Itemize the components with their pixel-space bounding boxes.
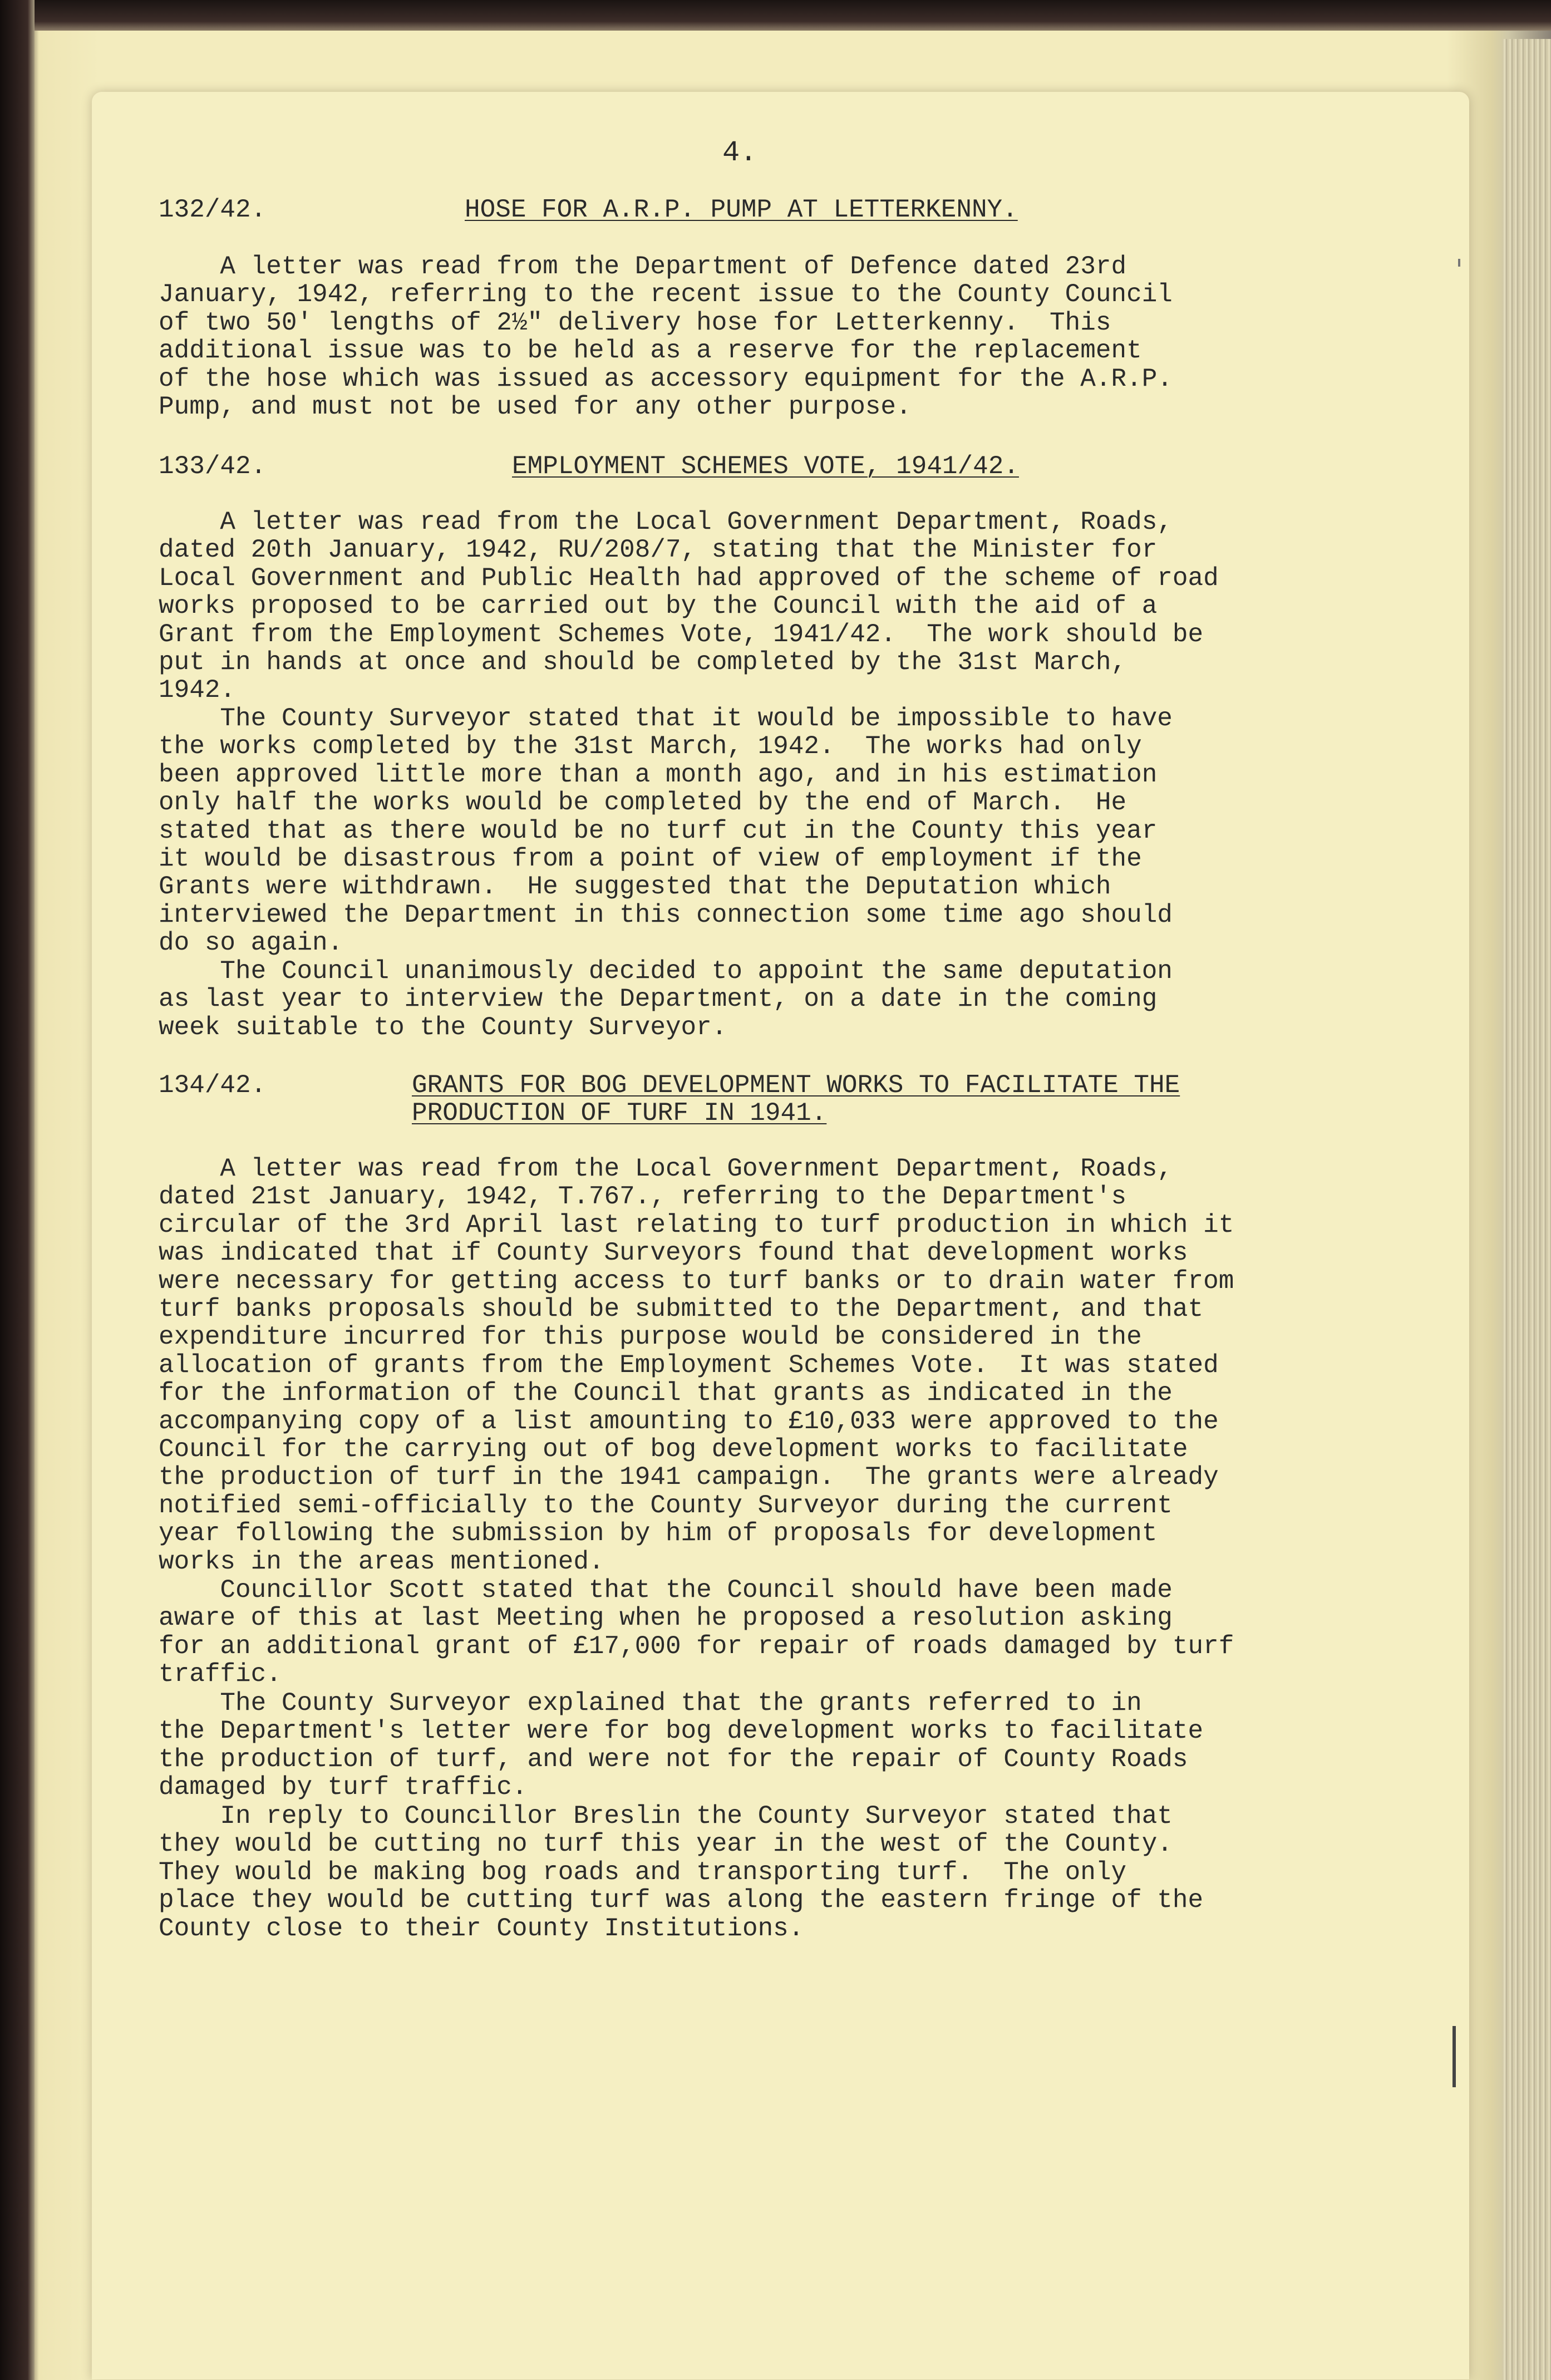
minute-reference: 132/42.: [159, 195, 267, 224]
minute-paragraph: A letter was read from the Local Government Department, Roads, dated 21st January, 1942, T.767., referring to the Department's circular of the 3rd April last relating to turf production in which it was indicated that if County Surveyors found that development works were necessary for getting access to turf banks or to drain water from turf banks proposals should be submitted to the Department, and that expenditure incurred for this purpose would be considered in the allocation of grants from the Employment Schemes Vote. It was stated for the information of the Council that grants as indicated in the accompanying copy of a list amounting to £10,033 were approved to the Council for the carrying out of bog development works to facilitate the production of turf in the 1941 campaign. The grants were already notified semi-officially to the County Surveyor during the current year following the submission by him of proposals for development works in the areas mentioned.: [159, 1154, 1234, 1576]
minute-paragraph: The County Surveyor stated that it would be impossible to have the works completed by the 31st March, 1942. The works had only been approved little more than a month ago, and in his estimation only half the works would be completed by the end of March. He stated that as there would be no turf cut in the County this year it would be disastrous from a point of view of employment if the Grants were withdrawn. He suggested that the Deputation which interviewed the Department in this connection some time ago should do so again.: [159, 704, 1173, 958]
scanner-top-edge: [0, 0, 1551, 31]
minute-paragraph: Councillor Scott stated that the Council should have been made aware of this at last Meeting when he proposed a resolution asking for an additional grant of £17,000 for repair of roads damaged by turf traffic.: [159, 1576, 1234, 1689]
minute-paragraph: In reply to Councillor Breslin the County Surveyor stated that they would be cutting no turf this year in the west of the County. They would be making bog roads and transporting turf. The only place they would be cutting turf was along the eastern fringe of the County close to their County Institutions.: [159, 1802, 1204, 1943]
minute-heading: HOSE FOR A.R.P. PUMP AT LETTERKENNY.: [465, 195, 1018, 224]
minute-heading: EMPLOYMENT SCHEMES VOTE, 1941/42.: [512, 452, 1019, 481]
page-number: 4.: [722, 136, 757, 169]
book-spine-shadow: [0, 0, 35, 2380]
minute-paragraph: A letter was read from the Department of Defence dated 23rd January, 1942, referring to the recent issue to the County Council of two 50' lengths of 2½" delivery hose for Letterkenny. This additional issue was to be held as a reserve for the replacement of the hose which was issued as accessory equipment for the A.R.P. Pump, and must not be used for any other purpose.: [159, 252, 1173, 422]
minute-paragraph: The Council unanimously decided to appoint the same deputation as last year to interview the Department, on a date in the coming week suitable to the County Surveyor.: [159, 957, 1173, 1042]
margin-mark: [1458, 259, 1460, 267]
minute-reference: 134/42.: [159, 1071, 267, 1100]
margin-mark: [1452, 2026, 1456, 2087]
minute-heading-line: PRODUCTION OF TURF IN 1941.: [412, 1099, 827, 1128]
page-stack-edge: [1503, 39, 1551, 2380]
minute-paragraph: The County Surveyor explained that the grants referred to in the Department's letter were for bog development works to facilitate the production of turf, and were not for the repair of County Roads damaged by turf traffic.: [159, 1689, 1204, 1802]
minute-reference: 133/42.: [159, 452, 267, 481]
minute-heading-line: GRANTS FOR BOG DEVELOPMENT WORKS TO FACILITATE THE: [412, 1071, 1180, 1100]
minute-paragraph: A letter was read from the Local Government Department, Roads, dated 20th January, 1942, RU/208/7, stating that the Minister for Local Government and Public Health had approved of the scheme of road works proposed to be carried out by the Council with the aid of a Grant from the Employment Schemes Vote, 1941/42. The work should be put in hands at once and should be completed by the 31st March, 1942.: [159, 508, 1219, 705]
